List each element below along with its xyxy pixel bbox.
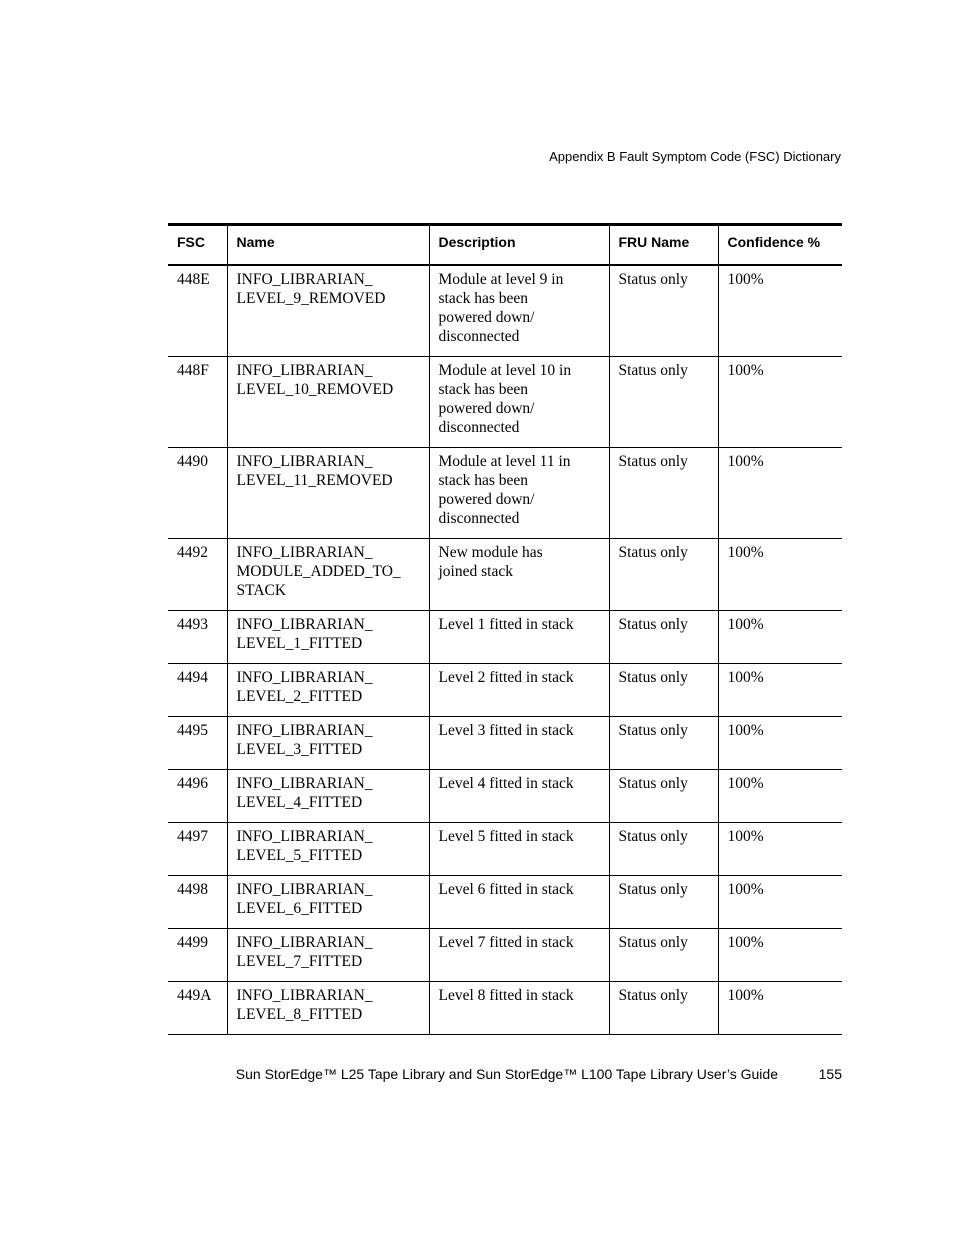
name-cell-text: LEVEL_4_FITTED: [236, 793, 363, 811]
name-cell: [227, 769, 429, 822]
footer-title: Sun StorEdge™ L25 Tape Library and Sun StorEdge™ L100 Tape Library User’s Guide: [235, 1066, 778, 1082]
description-cell: [429, 928, 609, 981]
fru-name-cell: [609, 447, 718, 538]
name-cell-text: LEVEL_2_FITTED: [236, 687, 363, 705]
name-cell-text: STACK: [236, 581, 287, 599]
fru-name-cell: [609, 663, 718, 716]
description-cell-text: Level 7 fitted in stack: [438, 933, 574, 951]
confidence-cell-text: 100%: [727, 452, 764, 470]
column-header-fru-name: FRU Name: [609, 225, 718, 265]
name-cell-text: LEVEL_7_FITTED: [236, 952, 363, 970]
fsc-table: [168, 223, 842, 1035]
confidence-cell: [718, 716, 842, 769]
description-cell: [429, 663, 609, 716]
table-row: [168, 663, 842, 716]
fsc-cell-text: 4493: [177, 615, 208, 633]
fru-name-cell-text: Status only: [618, 774, 688, 792]
name-cell-text: LEVEL_8_FITTED: [236, 1005, 363, 1023]
fru-name-cell-text: Status only: [618, 270, 688, 288]
name-cell-text: LEVEL_9_REMOVED: [236, 289, 386, 307]
fru-name-cell: [609, 769, 718, 822]
fsc-cell-text: 4492: [177, 543, 208, 561]
description-cell-text: stack has been: [438, 471, 529, 489]
description-cell-text: Level 3 fitted in stack: [438, 721, 574, 739]
name-cell: [227, 928, 429, 981]
description-cell-text: Level 5 fitted in stack: [438, 827, 574, 845]
description-cell-text: powered down/: [438, 308, 535, 326]
confidence-cell: [718, 356, 842, 447]
name-cell: [227, 447, 429, 538]
description-cell-text: Module at level 10 in: [438, 361, 572, 379]
fsc-cell-text: 4498: [177, 880, 208, 898]
fru-name-cell-text: Status only: [618, 880, 688, 898]
table-row: [168, 610, 842, 663]
confidence-cell-text: 100%: [727, 880, 764, 898]
fsc-cell: [168, 356, 227, 447]
table-row: [168, 716, 842, 769]
fsc-cell: [168, 769, 227, 822]
name-cell-text: INFO_LIBRARIAN_: [236, 880, 373, 898]
name-cell-text: INFO_LIBRARIAN_: [236, 361, 373, 379]
confidence-cell-text: 100%: [727, 543, 764, 561]
name-cell-text: LEVEL_10_REMOVED: [236, 380, 394, 398]
confidence-cell: [718, 769, 842, 822]
confidence-cell-text: 100%: [727, 721, 764, 739]
confidence-cell: [718, 663, 842, 716]
fru-name-cell: [609, 610, 718, 663]
table-body: [168, 265, 842, 1035]
name-cell-text: INFO_LIBRARIAN_: [236, 668, 373, 686]
column-header-description: Description: [429, 225, 609, 265]
description-cell: [429, 716, 609, 769]
name-cell-text: INFO_LIBRARIAN_: [236, 452, 373, 470]
fru-name-cell: [609, 265, 718, 357]
fsc-cell-text: 4497: [177, 827, 208, 845]
table-row: [168, 928, 842, 981]
description-cell-text: disconnected: [438, 418, 520, 436]
fsc-cell: [168, 981, 227, 1034]
fru-name-cell: [609, 716, 718, 769]
description-cell-text: stack has been: [438, 289, 529, 307]
description-cell-text: powered down/: [438, 490, 535, 508]
description-cell-text: Level 8 fitted in stack: [438, 986, 574, 1004]
description-cell: [429, 822, 609, 875]
fru-name-cell-text: Status only: [618, 668, 688, 686]
name-cell: [227, 716, 429, 769]
fsc-cell-text: 4494: [177, 668, 208, 686]
confidence-cell-text: 100%: [727, 270, 764, 288]
name-cell-text: INFO_LIBRARIAN_: [236, 721, 373, 739]
name-cell: [227, 981, 429, 1034]
description-cell: [429, 265, 609, 357]
table-row: [168, 447, 842, 538]
fru-name-cell-text: Status only: [618, 986, 688, 1004]
confidence-cell: [718, 538, 842, 610]
confidence-cell-text: 100%: [727, 615, 764, 633]
fsc-cell-text: 4490: [177, 452, 208, 470]
fsc-cell: [168, 716, 227, 769]
fsc-cell: [168, 538, 227, 610]
fru-name-cell-text: Status only: [618, 721, 688, 739]
fru-name-cell-text: Status only: [618, 933, 688, 951]
page-number: 155: [818, 1066, 842, 1082]
name-cell-text: INFO_LIBRARIAN_: [236, 774, 373, 792]
description-cell-text: Module at level 9 in: [438, 270, 564, 288]
fsc-cell-text: 4495: [177, 721, 208, 739]
fsc-cell: [168, 928, 227, 981]
fsc-cell-text: 449A: [177, 986, 212, 1004]
fsc-cell-text: 4499: [177, 933, 208, 951]
description-cell-text: Level 1 fitted in stack: [438, 615, 574, 633]
confidence-cell: [718, 981, 842, 1034]
description-cell-text: joined stack: [438, 562, 513, 580]
name-cell-text: LEVEL_6_FITTED: [236, 899, 363, 917]
description-cell: [429, 875, 609, 928]
name-cell-text: INFO_LIBRARIAN_: [236, 270, 373, 288]
confidence-cell: [718, 875, 842, 928]
fsc-cell-text: 448F: [177, 361, 209, 379]
name-cell-text: LEVEL_1_FITTED: [236, 634, 363, 652]
name-cell: [227, 875, 429, 928]
description-cell-text: Level 2 fitted in stack: [438, 668, 574, 686]
fsc-cell: [168, 663, 227, 716]
fsc-cell: [168, 265, 227, 357]
table-row: [168, 356, 842, 447]
description-cell: [429, 447, 609, 538]
fsc-cell: [168, 822, 227, 875]
description-cell-text: disconnected: [438, 509, 520, 527]
fsc-cell: [168, 447, 227, 538]
description-cell: [429, 610, 609, 663]
fru-name-cell: [609, 822, 718, 875]
name-cell: [227, 356, 429, 447]
name-cell: [227, 822, 429, 875]
description-cell: [429, 538, 609, 610]
fru-name-cell-text: Status only: [618, 361, 688, 379]
description-cell-text: powered down/: [438, 399, 535, 417]
confidence-cell: [718, 822, 842, 875]
name-cell-text: INFO_LIBRARIAN_: [236, 615, 373, 633]
column-header-confidence: Confidence %: [718, 225, 842, 265]
table-row: [168, 875, 842, 928]
confidence-cell-text: 100%: [727, 668, 764, 686]
name-cell-text: INFO_LIBRARIAN_: [236, 933, 373, 951]
confidence-cell-text: 100%: [727, 774, 764, 792]
name-cell-text: INFO_LIBRARIAN_: [236, 827, 373, 845]
description-cell-text: Level 6 fitted in stack: [438, 880, 574, 898]
fru-name-cell: [609, 981, 718, 1034]
confidence-cell-text: 100%: [727, 933, 764, 951]
fru-name-cell: [609, 356, 718, 447]
confidence-cell: [718, 447, 842, 538]
column-header-fsc: FSC: [168, 225, 227, 265]
name-cell-text: INFO_LIBRARIAN_: [236, 986, 373, 1004]
fsc-cell-text: 448E: [177, 270, 210, 288]
fru-name-cell: [609, 875, 718, 928]
table-row: [168, 981, 842, 1034]
name-cell-text: INFO_LIBRARIAN_: [236, 543, 373, 561]
fru-name-cell-text: Status only: [618, 615, 688, 633]
description-cell-text: New module has: [438, 543, 543, 561]
table-header-row: [168, 225, 842, 265]
fru-name-cell-text: Status only: [618, 452, 688, 470]
confidence-cell: [718, 265, 842, 357]
confidence-cell-text: 100%: [727, 986, 764, 1004]
confidence-cell: [718, 610, 842, 663]
table-row: [168, 265, 842, 357]
running-header: Appendix B Fault Symptom Code (FSC) Dictionary: [549, 149, 841, 164]
name-cell-text: LEVEL_11_REMOVED: [236, 471, 393, 489]
name-cell: [227, 265, 429, 357]
name-cell-text: LEVEL_3_FITTED: [236, 740, 363, 758]
fru-name-cell: [609, 928, 718, 981]
description-cell-text: Level 4 fitted in stack: [438, 774, 574, 792]
fsc-cell-text: 4496: [177, 774, 208, 792]
confidence-cell-text: 100%: [727, 361, 764, 379]
confidence-cell: [718, 928, 842, 981]
table-row: [168, 538, 842, 610]
fru-name-cell: [609, 538, 718, 610]
confidence-cell-text: 100%: [727, 827, 764, 845]
name-cell: [227, 538, 429, 610]
table-row: [168, 769, 842, 822]
description-cell-text: stack has been: [438, 380, 529, 398]
description-cell: [429, 769, 609, 822]
description-cell: [429, 981, 609, 1034]
fsc-cell: [168, 610, 227, 663]
table-row: [168, 822, 842, 875]
name-cell-text: LEVEL_5_FITTED: [236, 846, 363, 864]
name-cell: [227, 663, 429, 716]
column-header-name: Name: [227, 225, 429, 265]
description-cell-text: Module at level 11 in: [438, 452, 571, 470]
description-cell: [429, 356, 609, 447]
fru-name-cell-text: Status only: [618, 543, 688, 561]
name-cell: [227, 610, 429, 663]
name-cell-text: MODULE_ADDED_TO_: [236, 562, 401, 580]
fsc-cell: [168, 875, 227, 928]
description-cell-text: disconnected: [438, 327, 520, 345]
fru-name-cell-text: Status only: [618, 827, 688, 845]
